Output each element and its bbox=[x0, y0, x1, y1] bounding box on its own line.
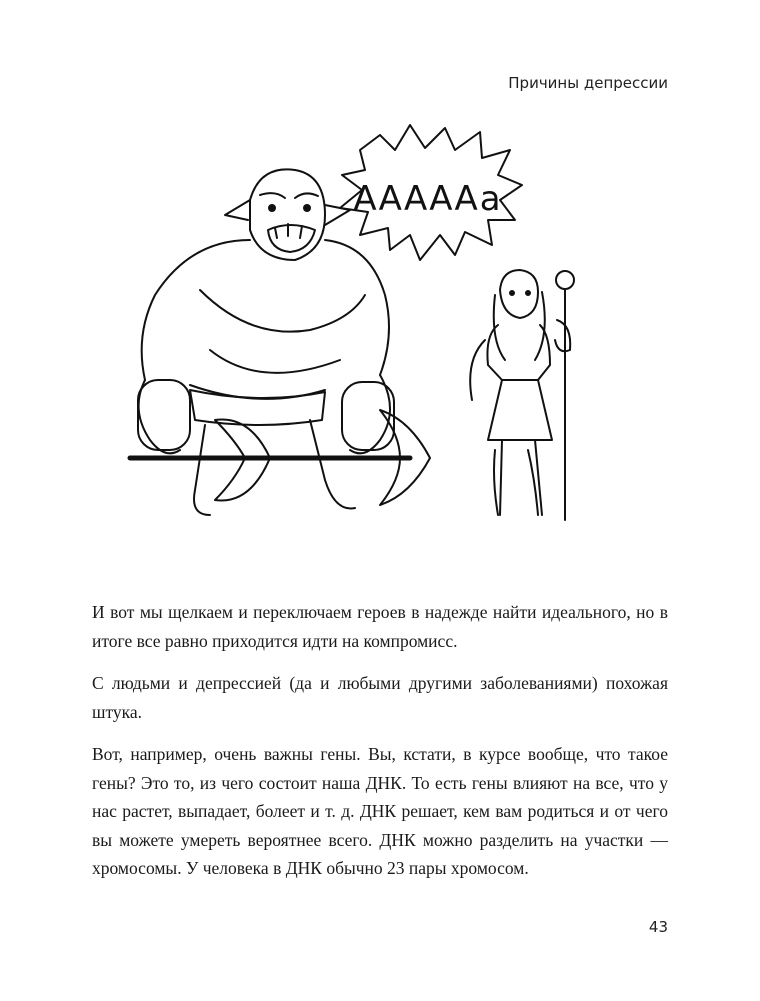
heroine-drawing bbox=[470, 270, 574, 520]
paragraph-1: И вот мы щелкаем и переключаем героев в надежде найти идеального, но в итоге все равно приходится идти на компромисс. bbox=[92, 602, 668, 651]
page-number: 43 bbox=[648, 918, 668, 936]
speech-bubble-text: АААААа bbox=[353, 179, 503, 219]
ogre-drawing bbox=[130, 169, 430, 515]
chapter-title: Причины депрессии bbox=[508, 74, 668, 92]
speech-bubble bbox=[340, 125, 522, 260]
body-text bbox=[92, 598, 668, 897]
paragraph-3: Вот, например, очень важны гены. Вы, кстати, в курсе вообще, что такое гены? Это то, из чего состоит наша ДНК. То есть гены влияют на все, что у нас растет, выпадает, болеет и т. д. ДНК решает, кем вам родиться и от чего вы можете умереть вероятнее всего. ДНК можно разделить на участки — хромосомы. У человека в ДНК обычно 23 пары хромосом. bbox=[92, 744, 668, 878]
illustration bbox=[110, 120, 610, 540]
paragraph-2: С людьми и депрессией (да и любыми другими заболеваниями) похожая штука. bbox=[92, 673, 668, 722]
